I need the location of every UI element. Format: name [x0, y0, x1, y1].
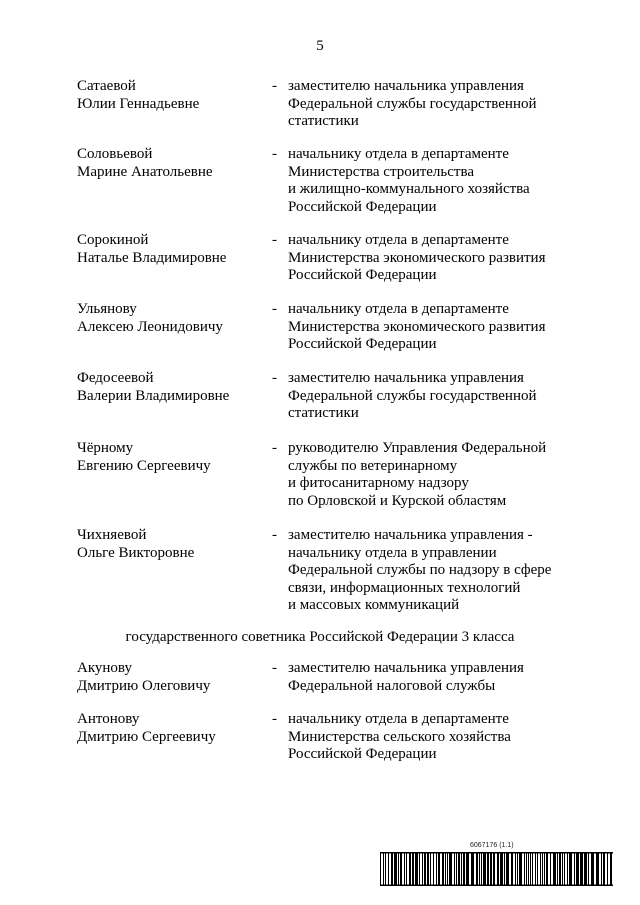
position-line: службы по ветеринарному — [288, 457, 458, 474]
position-line: Министерства сельского хозяйства — [288, 728, 511, 745]
person-name — [77, 370, 257, 405]
page-number: 5 — [316, 38, 324, 54]
given-names: Марине Анатольевне — [77, 163, 213, 180]
position-line: заместителю начальника управления — [288, 78, 524, 94]
position-title — [288, 146, 588, 216]
surname: Ульянову — [77, 301, 137, 317]
given-names: Валерии Владимировне — [77, 387, 230, 404]
barcode-code: 6067176 (1.1) — [470, 842, 514, 849]
position-line: статистики — [288, 113, 359, 130]
position-title — [288, 370, 588, 423]
dash-separator: - — [272, 440, 277, 456]
position-line: Федеральной службы государственной — [288, 387, 537, 404]
surname: Сорокиной — [77, 232, 149, 248]
position-line: заместителю начальника управления - — [288, 527, 533, 543]
given-names: Юлии Геннадьевне — [77, 95, 200, 112]
position-title — [288, 711, 588, 764]
position-line: Российской Федерации — [288, 267, 437, 284]
document-barcode — [380, 842, 613, 888]
dash-separator: - — [272, 527, 277, 543]
dash-separator: - — [272, 301, 277, 317]
position-line: Федеральной налоговой службы — [288, 677, 496, 694]
dash-separator: - — [272, 78, 277, 94]
position-line: Федеральной службы по надзору в сфере — [288, 562, 552, 579]
position-title — [288, 527, 588, 615]
position-line: статистики — [288, 405, 359, 422]
dash-separator: - — [272, 660, 277, 676]
position-line: начальнику отдела в департаменте — [288, 301, 509, 317]
person-name — [77, 232, 257, 267]
position-line: начальнику отдела в департаменте — [288, 146, 509, 162]
position-line: заместителю начальника управления — [288, 660, 524, 676]
position-title — [288, 232, 588, 285]
position-line: и массовых коммуникаций — [288, 597, 460, 614]
position-title — [288, 78, 588, 131]
barcode-icon — [380, 852, 613, 886]
person-name — [77, 301, 257, 336]
position-line: Российской Федерации — [288, 746, 437, 763]
position-title — [288, 301, 588, 354]
position-line: Министерства экономического развития — [288, 249, 546, 266]
surname: Антонову — [77, 711, 140, 727]
person-name — [77, 527, 257, 562]
given-names: Ольге Викторовне — [77, 544, 195, 561]
position-line: Федеральной службы государственной — [288, 95, 537, 112]
given-names: Алексею Леонидовичу — [77, 318, 223, 335]
position-line: начальнику отдела в департаменте — [288, 232, 509, 248]
position-line: Российской Федерации — [288, 198, 437, 215]
position-line: руководителю Управления Федеральной — [288, 440, 547, 456]
dash-separator: - — [272, 232, 277, 248]
person-name — [77, 711, 257, 746]
surname: Чихняевой — [77, 527, 147, 543]
position-line: Министерства строительства — [288, 163, 475, 180]
person-name — [77, 440, 257, 475]
position-line: связи, информационных технологий — [288, 579, 521, 596]
position-line: Министерства экономического развития — [288, 318, 546, 335]
person-name — [77, 146, 257, 181]
surname: Чёрному — [77, 440, 134, 456]
given-names: Дмитрию Сергеевичу — [77, 728, 216, 745]
dash-separator: - — [272, 370, 277, 386]
person-name — [77, 78, 257, 113]
position-line: и жилищно-коммунального хозяйства — [288, 181, 530, 198]
given-names: Дмитрию Олеговичу — [77, 677, 211, 694]
position-line: заместителю начальника управления — [288, 370, 524, 386]
position-title — [288, 440, 588, 510]
position-line: и фитосанитарному надзору — [288, 475, 469, 492]
surname: Акунову — [77, 660, 133, 676]
position-line: начальнику отдела в департаменте — [288, 711, 509, 727]
dash-separator: - — [272, 711, 277, 727]
position-line: по Орловской и Курской областям — [288, 492, 507, 509]
surname: Соловьевой — [77, 146, 153, 162]
position-line: начальнику отдела в управлении — [288, 544, 497, 561]
dash-separator: - — [272, 146, 277, 162]
person-name — [77, 660, 257, 695]
surname: Федосеевой — [77, 370, 154, 386]
surname: Сатаевой — [77, 78, 136, 94]
position-line: Российской Федерации — [288, 336, 437, 353]
rank-section-heading: государственного советника Российской Федерации 3 класса — [125, 629, 515, 645]
given-names: Наталье Владимировне — [77, 249, 227, 266]
position-title — [288, 660, 588, 695]
given-names: Евгению Сергеевичу — [77, 457, 211, 474]
